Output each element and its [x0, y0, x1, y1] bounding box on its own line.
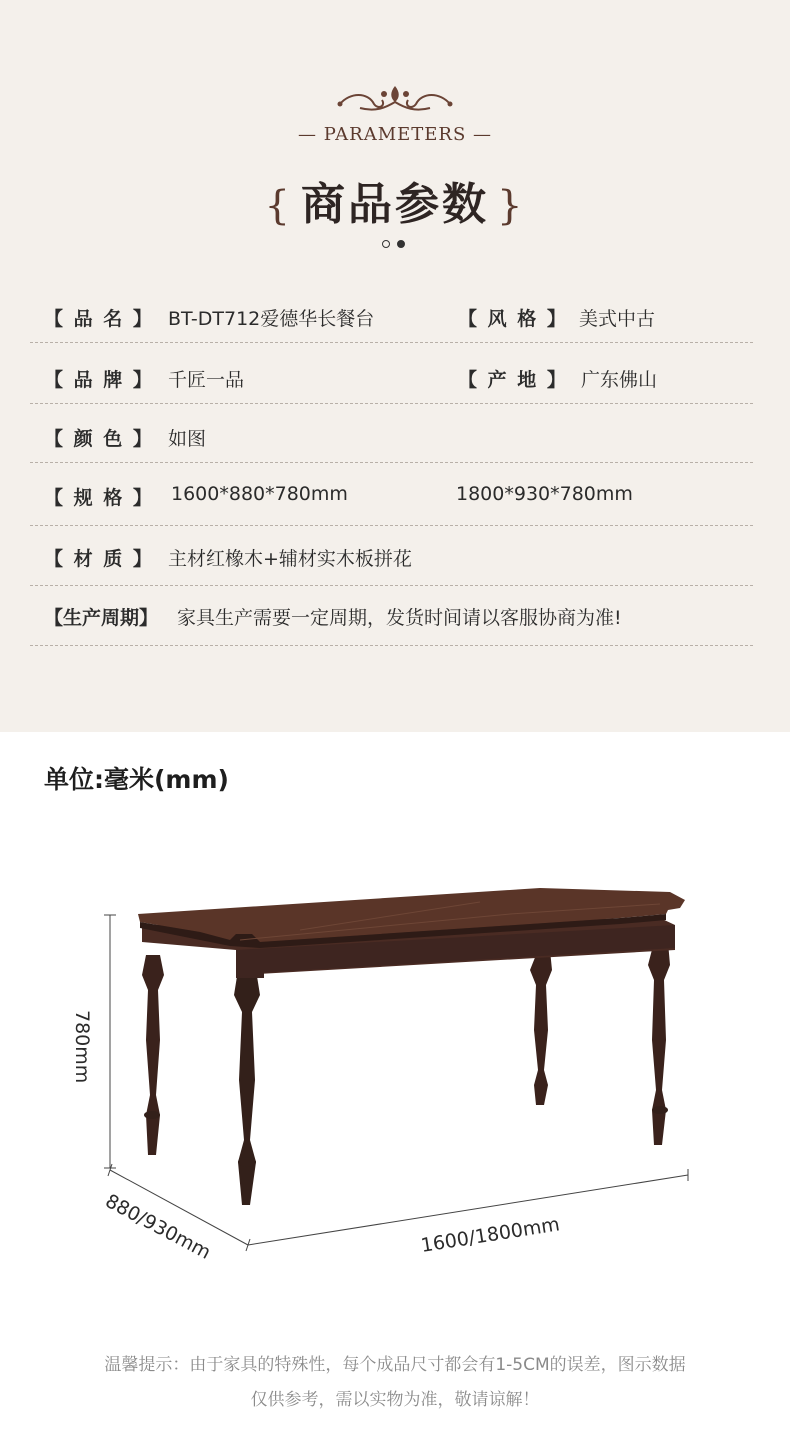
param-row-name [30, 292, 753, 343]
dot-inactive [382, 240, 390, 248]
param-value: 如图 [168, 428, 207, 450]
param-label: 【生产周期】 [44, 607, 159, 629]
left-brace: { [264, 183, 293, 229]
notice-line-2: 仅供参考，需以实物为准，敬请谅解！ [250, 1390, 540, 1410]
page-title [0, 168, 790, 232]
pagination-dots [382, 240, 412, 250]
dining-table-image [138, 888, 685, 1205]
param-row-brand [30, 343, 753, 404]
param-row-lead-time [30, 586, 753, 646]
right-brace: } [497, 183, 526, 229]
param-row-material [30, 526, 753, 586]
depth-label: 880/930mm [101, 1189, 215, 1264]
param-row-size [30, 463, 753, 526]
param-value: BT-DT712爱德华长餐台 [168, 308, 375, 330]
table-dimension-drawing [60, 870, 740, 1300]
notice-line-1: 温馨提示：由于家具的特殊性，每个成品尺寸都会有1-5CM的误差，图示数据 [104, 1355, 686, 1375]
param-value: 1800*930*780mm [456, 483, 633, 505]
param-value: 美式中古 [579, 308, 656, 330]
unit-title: 单位:毫米(mm) [44, 765, 229, 794]
param-label: 【 产 地 】 [458, 369, 568, 391]
height-label: 780mm [71, 1010, 93, 1084]
length-label: 1600/1800mm [419, 1213, 562, 1257]
ornament-icon [330, 82, 460, 118]
param-value: 家具生产需要一定周期，发货时间请以客服协商为准! [177, 607, 622, 629]
param-value: 广东佛山 [581, 369, 658, 391]
param-label: 【 规 格 】 [44, 487, 154, 509]
title-text: 商品参数 [301, 179, 489, 230]
section-subtitle: — PARAMETERS — [297, 124, 493, 145]
param-label: 【 品 牌 】 [44, 369, 154, 391]
param-value: 千匠一品 [168, 369, 245, 391]
param-label: 【 颜 色 】 [44, 428, 154, 450]
param-label: 【 品 名 】 [44, 308, 154, 330]
param-value: 1600*880*780mm [171, 483, 348, 505]
param-value: 主材红橡木+辅材实木板拼花 [168, 548, 412, 570]
subtitle-text: PARAMETERS [323, 124, 467, 145]
param-label: 【 风 格 】 [458, 308, 568, 330]
dot-active [397, 240, 405, 248]
param-row-color [30, 404, 753, 463]
param-label: 【 材 质 】 [44, 548, 154, 570]
